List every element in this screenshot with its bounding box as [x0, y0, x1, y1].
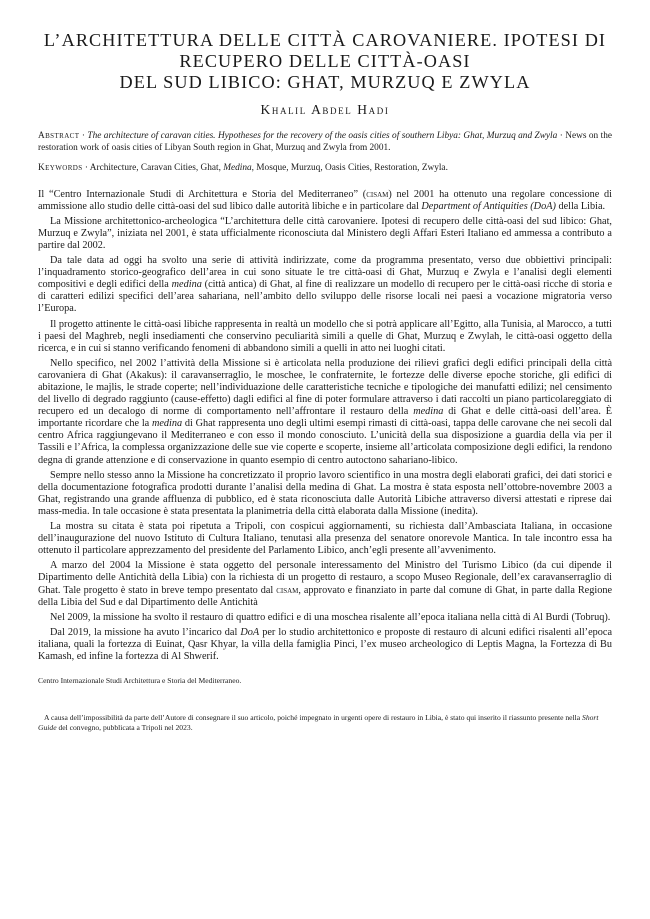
keywords [38, 162, 612, 174]
footnote-text-b: del convegno, pubblicata a Tripoli nel 2023. [56, 723, 193, 733]
p10-text-a: Dal 2019, la missione ha avuto l’incarico dal [50, 626, 241, 638]
paragraph-1 [38, 189, 612, 213]
paragraph-8 [38, 560, 612, 608]
paragraph-7: La mostra su citata è stata poi ripetuta a Tripoli, con cospicui aggiornamenti, su richiesta dall’Ambasciata Italiana, in occasione dell’inaugurazione del nuovo Istituto di Cultura Italiano, tenutasi alla presenza del senatore onorevole Mantica. In tale incontro essa ha ottenuto il particolare apprezzamento del presidente del Parlamento Libico, anch’egli presente all’avvenimento. [38, 521, 612, 557]
keywords-label: Keywords [38, 163, 83, 174]
p3-italic: medina [171, 279, 202, 291]
abstract [38, 130, 612, 154]
p5-text-c: di Ghat rappresenta uno degli ultimi esempi rimasti di città-oasi, tappa delle carovane che nei secoli dal centro Africa raggiungevano il Mediterraneo e con esso il mondo conosciuto. L’unicità della sua disposizione a guardia della via per il Tassili e l’Africa, la complessa organizzazione delle sue vie coperte e scoperte, insieme all’articolata composizione degli edifici, la rendono degna di grande attenzione e di conservazione in quanto esempio di centro autoctono sahariano-libico. [38, 418, 612, 466]
author-name: Khalil Abdel Hadi [260, 102, 390, 117]
p5-italic-2: medina [151, 418, 183, 430]
p1-text-a: Il “Centro Internazionale Studi di Architettura e Storia del Mediterraneo” ( [38, 188, 367, 200]
abstract-italic: The architecture of caravan cities. Hypotheses for the recovery of the oasis cities of southern Libya: Ghat, Murzuq and Zwyla [87, 131, 558, 141]
paragraph-2: La Missione architettonico-archeologica “L’architettura delle città carovaniere. Ipotesi di recupero delle città-oasi del sud libico: Ghat, Murzuq e Zwyla”, iniziata nel 2001, è stata ufficialmente riconosciuta dal Ministero degli Affari Esteri Italiano ed ammessa a contributo a partire dal 2002. [38, 215, 612, 251]
paragraph-5 [38, 358, 612, 467]
abstract-label: Abstract [38, 131, 80, 141]
article-body [38, 189, 612, 663]
article-page [38, 30, 612, 733]
p5-text-a: Nello specifico, nel 2002 l’attività della Missione si è articolata nella produzione dei rilievi grafici degli edifici principali della città carovaniera di Ghat (Akakus): il caravanserraglio, le moschee, le confraternite, le fortezze delle diverse epoche storiche, gli edifici di abitazione, le majlis, le strade coperte; nell’individuazione delle caratteristiche tecniche e tipologiche dei manufatti edilizi; nel censimento del livello di degrado raggiunto (cause-effetto) dagli edifici al fine di poter formulare attraverso i dati raccolti un piano particolareggiato di recupero ed un decalogo di norme di comportamento nell’affrontare il restauro della [38, 357, 612, 418]
title-line-1: L’ARCHITETTURA DELLE CITTÀ CAROVANIERE. IPOTESI DI [43, 30, 607, 50]
footnote-italic: Short Guide [38, 713, 599, 733]
paragraph-9: Nel 2009, la missione ha svolto il restauro di quattro edifici e di una moschea risalente all’epoca italiana nella città di Al Burdi (Tobruq). [50, 611, 611, 623]
keywords-italic: Medina [223, 163, 252, 174]
abstract-sep: · [79, 131, 88, 141]
p1-italic: Department of Antiquities (DoA) [421, 200, 556, 212]
p10-text-b: per lo studio architettonico e proposte di restauro di alcuni edifici risalenti all’epoca italiana, quali la fortezza di Euinat, Qasr Khyar, la villa della famiglia Pinci, l’ex museo archeologico di Leptis Magna, la Fortezza di Bu Kamash, ed infine la fortezza di Al Shwerif. [38, 626, 612, 662]
paragraph-6: Sempre nello stesso anno la Missione ha concretizzato il proprio lavoro scientifico in una mostra degli elaborati grafici, dei dati storici e della documentazione fotografica prodotti durante l’analisi della medina di Ghat. La mostra è stata esposta nell’ottobre-novembre 2003 a Ghat, registrando una grande affluenza di pubblico, ed è stata riconosciuta dalle Autorità Libiche attraverso diversi attestati e riprese dai mass-media. In tale occasione è stata presentata la planimetria della città elaborata dalla Missione (inedita). [38, 469, 612, 517]
p1-text-c: della Libia. [555, 200, 606, 212]
p10-italic: DoA [240, 626, 260, 638]
title-line-2: RECUPERO DELLE CITTÀ-OASI [179, 51, 471, 71]
abstract-text: · News on the restoration work of oasis cities of Libyan South region in Ghat, Murzuq and Zwyla from 2001. [38, 131, 612, 154]
p3-text-b: (città antica) di Ghat, al fine di realizzare un modello di recupero per le città-oasi ricche di storia e di caratteri edilizi specifici dell’area sahariana, nell’ambito dello sviluppo delle risorse locali nei paesi a vocazione migratoria verso l’Europa. [38, 279, 612, 315]
p5-italic-1: medina [413, 406, 444, 418]
title-line-3: DEL SUD LIBICO: GHAT, MURZUQ E ZWYLA [119, 72, 531, 92]
author-affiliation: Centro Internazionale Studi Architettura e Storia del Mediterraneo. [38, 676, 242, 686]
paragraph-4: Il progetto attinente le città-oasi libiche rappresenta in realtà un modello che si potrà applicare all’Egitto, alla Tunisia, al Marocco, a tutti i paesi del Maghreb, negli insediamenti che conservino peculiarità simili a quelle di Ghat, Murzuq e Zwylah, le città-oasi oggetto della ricerca, e in cui si stanno verificando fenomeni di abbandono simili a quelli in atto nei luoghi citati. [38, 318, 612, 354]
p8-text-a: A marzo del 2004 la Missione è stata oggetto del personale interessamento del Ministro del Turismo Libico (da cui dipende il Dipartimento delle Antichità della Libia) con la richiesta di un progetto di restauro, a scopo Museo Regionale, dell’ex caravanserraglio di Ghat. Tale progetto è stato in breve tempo presentato dal [38, 560, 612, 596]
paragraph-3 [38, 255, 612, 315]
keywords-text-1: · Architecture, Caravan Cities, Ghat, [82, 163, 224, 174]
article-title [38, 30, 612, 93]
p1-text-b: ) nel 2001 ha ottenuto una regolare concessione di ammissione allo studio delle città-oasi del sud libico dalle autorità libiche e in particolare dal [38, 188, 612, 212]
p1-acronym: cisam [366, 188, 389, 200]
keywords-text-2: , Mosque, Murzuq, Oasis Cities, Restoration, Zwyla. [251, 163, 448, 174]
footnote [38, 713, 612, 733]
footnote-text-a: A causa dell’impossibilità da parte dell’Autore di consegnare il suo articolo, poiché impegnato in urgenti opere di restauro in Libia, è stato qui inserito il riassunto presente nella [44, 713, 583, 723]
p8-text-b: , approvato e finanziato in parte dal comune di Ghat, in parte dalla Regione della Libia del Sud e dal Dipartimento delle Antichità [38, 584, 612, 608]
paragraph-10 [38, 627, 612, 663]
p3-text-a: Da tale data ad oggi ha svolto una serie di attività indirizzate, come da programma presentato, verso due obbiettivi principali: l’inquadramento storico-geografico dell’area in cui sono situate le tre città-oasi di Ghat, Murzuq e Zwyla e l’analisi degli elementi compositivi e degli edifici della [38, 255, 612, 291]
p5-text-b: di Ghat e delle città-oasi dell’area. È importante ricordare che la [38, 406, 612, 430]
p8-acronym: cisam [276, 584, 299, 596]
